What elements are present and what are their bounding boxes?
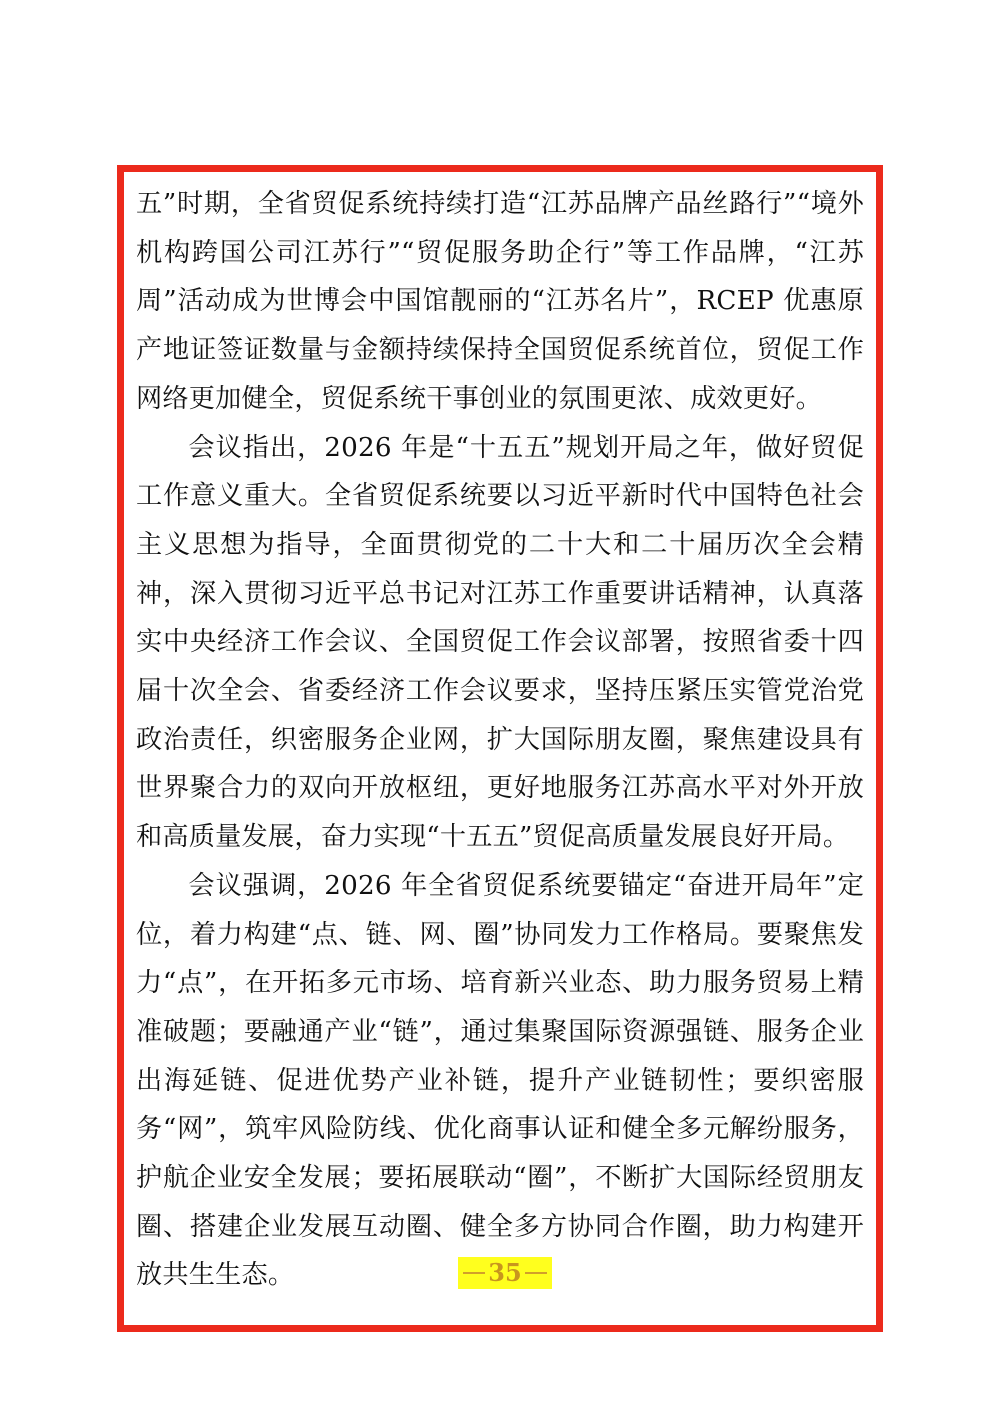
page-number-badge xyxy=(458,1257,552,1289)
page-number-right-dash xyxy=(525,1272,547,1274)
paragraph-meeting-emphasized: 会议强调，2026 年全省贸促系统要锚定“奋进开局年”定位，着力构建“点、链、网、圈”协同发力工作格局。要聚焦发力“点”，在开拓多元市场、培育新兴业态、助力服务贸易上精准破题；要融通产业“链”，通过集聚国际资源强链、服务企业出海延链、促进优势产业补链，提升产业链韧性；要织密服务“网”，筑牢风险防线、优化商事认证和健全多元解纷服务，护航企业安全发展；要拓展联动“圈”，不断扩大国际经贸朋友圈、搭建企业发展互动圈、健全多方协同合作圈，助力构建开放共生生态。 xyxy=(136,870,864,1291)
paragraph-meeting-noted: 会议指出，2026 年是“十五五”规划开局之年，做好贸促工作意义重大。全省贸促系统要以习近平新时代中国特色社会主义思想为指导，全面贯彻党的二十大和二十届历次全会精神，深入贯彻习近平总书记对江苏工作重要讲话精神，认真落实中央经济工作会议、全国贸促工作会议部署，按照省委十四届十次全会、省委经济工作会议要求，坚持压紧压实管党治党政治责任，织密服务企业网，扩大国际朋友圈，聚焦建设具有世界聚合力的双向开放枢纽，更好地服务江苏高水平对外开放和高质量发展，奋力实现“十五五”贸促高质量发展良好开局。 xyxy=(136,432,864,853)
page-number: 35 xyxy=(488,1258,522,1287)
page-number-left-dash xyxy=(463,1272,485,1274)
paragraph-continuation: 五”时期，全省贸促系统持续打造“江苏品牌产品丝路行”“境外机构跨国公司江苏行”“贸促服务助企行”等工作品牌，“江苏周”活动成为世博会中国馆靓丽的“江苏名片”，RCEP 优惠原产地证签证数量与金额持续保持全国贸促系统首位，贸促工作网络更加健全，贸促系统干事创业的氛围更浓、成效更好。 xyxy=(136,189,864,414)
document-body xyxy=(136,180,864,1300)
